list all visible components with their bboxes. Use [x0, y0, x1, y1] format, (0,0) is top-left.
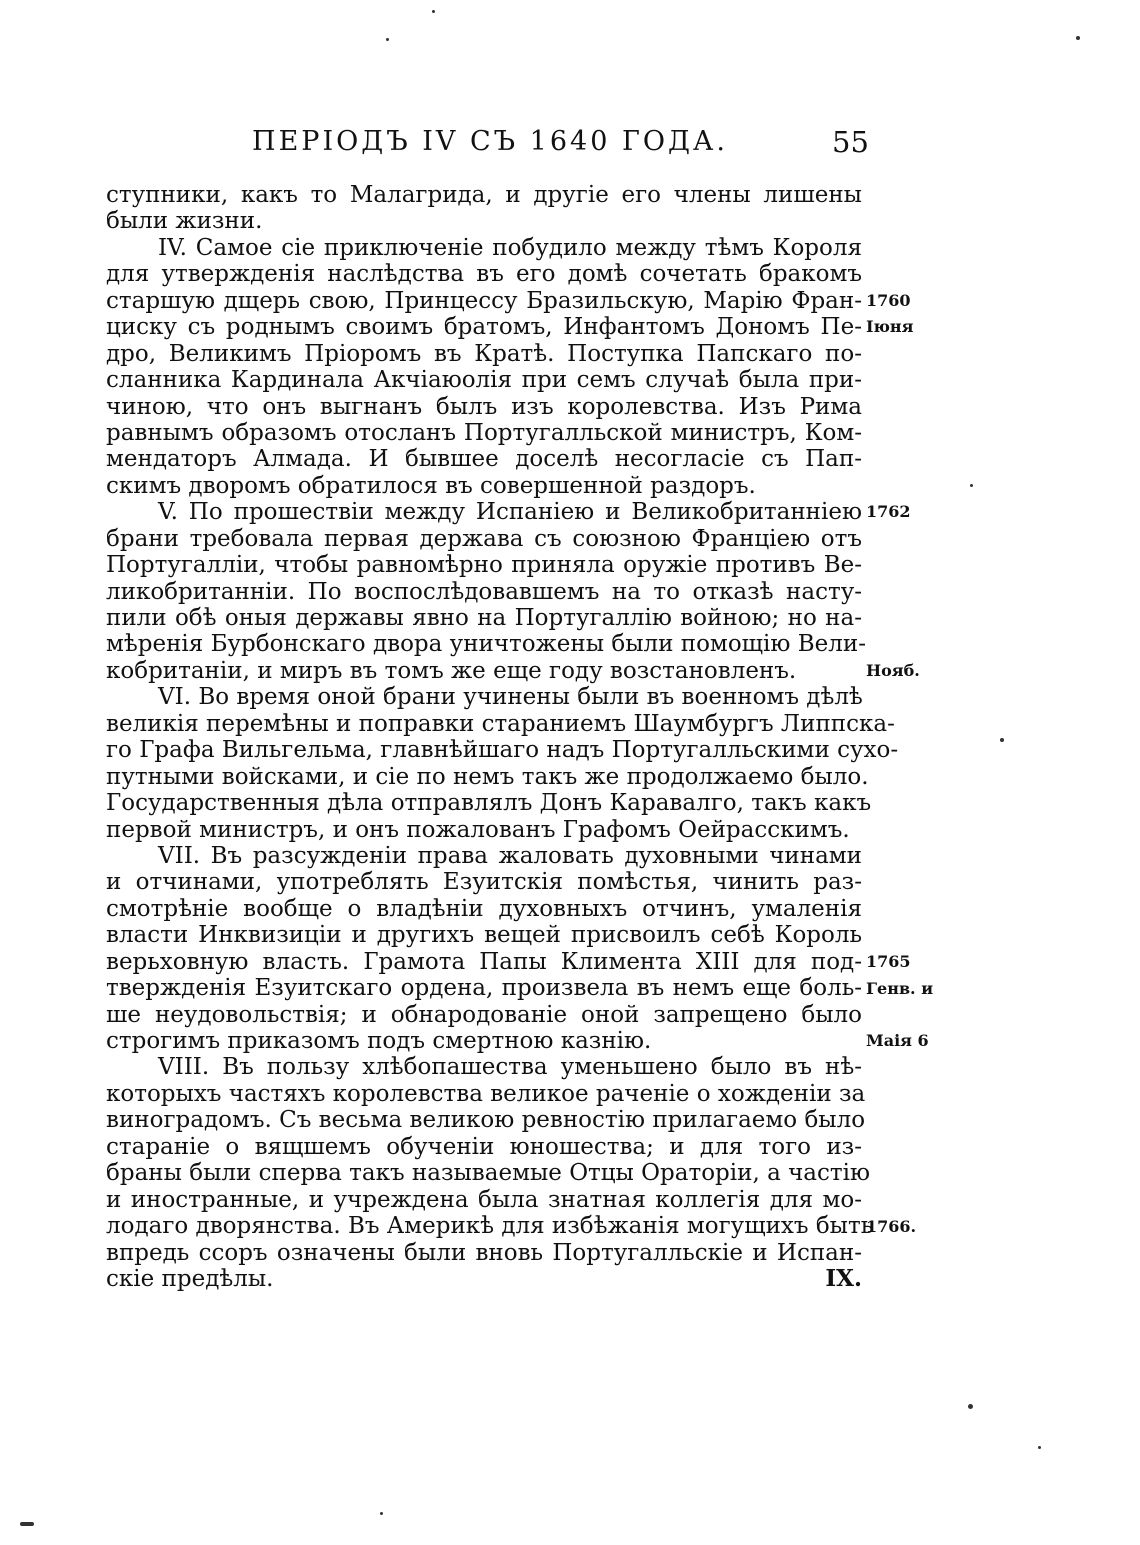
text-line: были жизни. — [106, 208, 263, 235]
scan-speck — [1000, 738, 1004, 742]
scan-speck — [380, 1512, 383, 1515]
text-line: VI. Во время оной брани учинены были въ военномъ дѣлѣ — [158, 684, 863, 711]
running-title: ПЕРIОДЪ IV СЪ 1640 ГОДА. — [252, 126, 728, 157]
scan-speck — [386, 38, 389, 41]
text-line: впредь ссоръ означены были вновь Португалльскiе и Испан- — [106, 1239, 862, 1266]
margin-note: Генв. и — [866, 978, 934, 998]
text-line: VIII. Въ пользу хлѣбопашества уменьшено было въ нѣ- — [158, 1054, 862, 1081]
margin-note: Iюня — [866, 317, 914, 337]
scan-speck — [970, 484, 973, 487]
text-line: ступники, какъ то Малагрида, и другiе его члены лишены — [106, 182, 862, 208]
scan-speck — [20, 1522, 34, 1526]
scan-speck — [968, 1404, 973, 1409]
text-line: которыхъ частяхъ королевства великое раченiе о хожденiи за — [106, 1080, 866, 1107]
text-line: дро, Великимъ Прiоромъ въ Кратѣ. Поступка Папскаго по- — [106, 340, 862, 367]
text-line: великiя перемѣны и поправки стараниемъ Шаумбургъ Липпска- — [106, 710, 895, 737]
margin-note: 1765 — [866, 952, 911, 972]
text-line: равнымъ образомъ отосланъ Португалльской министръ, Ком- — [106, 419, 862, 446]
text-line: скимъ дворомъ обратилося въ совершенной раздоръ. — [106, 472, 756, 499]
text-line: лодаго дворянства. Въ Америкѣ для избѣжанiя могущихъ быть — [106, 1213, 874, 1240]
text-line: го Графа Вильгельма, главнѣйшаго надъ Португалльскими сухо- — [106, 737, 899, 764]
text-line: и отчинами, употреблять Езуитскiя помѣстья, чинить раз- — [106, 869, 862, 896]
scan-speck — [1038, 1446, 1041, 1449]
text-line: циску съ роднымъ своимъ братомъ, Инфантомъ Дономъ Пе- — [106, 314, 862, 341]
text-line: пили обѣ оныя державы явно на Португаллiю войною; но на- — [106, 605, 862, 631]
margin-note: 1760 — [866, 290, 911, 310]
text-line: старанiе о вящшемъ обученiи юношества; и для того из- — [106, 1133, 862, 1160]
margin-note: 1766. — [866, 1216, 917, 1236]
text-line: старшую дщерь свою, Принцессу Бразильскую, Марiю Фран- — [106, 287, 862, 314]
text-line: скiе предѣлы. IX. — [106, 1264, 862, 1292]
text-line: твержденiя Езуитскаго ордена, произвела въ немъ еще боль- — [106, 975, 862, 1002]
text-line: брани требовала первая держава съ союзною Францiею отъ — [106, 525, 862, 552]
text-line: сланника Кардинала Акчiаюолiя при семъ случаѣ была при- — [106, 367, 862, 394]
page-number: 55 — [832, 125, 869, 159]
scan-speck — [432, 10, 435, 13]
text-line: мендаторъ Алмада. И бывшее доселѣ несогласiе съ Пап- — [106, 446, 862, 473]
text-line: VII. Въ разсужденiи права жаловать духовными чинами — [158, 842, 862, 869]
text-line: строгимъ приказомъ подъ смертною казнiю. — [106, 1028, 652, 1054]
text-line: для утвержденiя наслѣдства въ его домѣ сочетать бракомъ — [106, 261, 862, 288]
text-line: ликобританнiи. По воспослѣдовавшемъ на то отказѣ насту- — [106, 578, 862, 605]
text-line: верьховную власть. Грамота Папы Климента XIII для под- — [106, 948, 862, 975]
text-line: путными войсками, и сiе по немъ такъ же продолжаемо было. — [106, 763, 869, 790]
catchword: IX. — [825, 1264, 862, 1292]
text-line: смотрѣнiе вообще о владѣнiи духовныхъ отчинъ, умаленiя — [106, 895, 862, 922]
margin-note: Нояб. — [866, 661, 920, 681]
text-line: IV. Самое сiе приключенiе побудило между тѣмъ Короля — [158, 234, 862, 261]
text-line: ше неудовольствiя; и обнародованiе оной запрещено было — [106, 1001, 862, 1028]
text-line: Португаллiи, чтобы равномѣрно приняла оружiе противъ Ве- — [106, 552, 862, 579]
text-line: первой министръ, и онъ пожалованъ Графомъ Оейрасскимъ. — [106, 816, 850, 843]
text-line: власти Инквизицiи и другихъ вещей присвоилъ себѣ Король — [106, 922, 862, 949]
text-line: браны были сперва такъ называемые Отцы Ораторiи, а частiю — [106, 1160, 870, 1187]
text-line: Государственныя дѣла отправлялъ Донъ Каравалго, такъ какъ — [106, 790, 872, 817]
text-line: чиною, что онъ выгнанъ былъ изъ королевства. Изъ Рима — [106, 393, 862, 420]
margin-note: 1762 — [866, 502, 911, 522]
text-line: V. По прошествiи между Испанiею и Великобританнiею — [158, 499, 862, 526]
text-line: виноградомъ. Съ весьма великою ревностiю прилагаемо было — [106, 1107, 866, 1134]
scan-speck — [1076, 36, 1080, 40]
text-line: и иностранные, и учреждена была знатная коллегiя для мо- — [106, 1186, 862, 1213]
text-line: мѣренiя Бурбонскаго двора уничтожены были помощiю Вели- — [106, 631, 866, 658]
margin-note: Маiя 6 — [866, 1031, 929, 1051]
text-line: кобританiи, и миръ въ томъ же еще году возстановленъ. — [106, 657, 797, 684]
